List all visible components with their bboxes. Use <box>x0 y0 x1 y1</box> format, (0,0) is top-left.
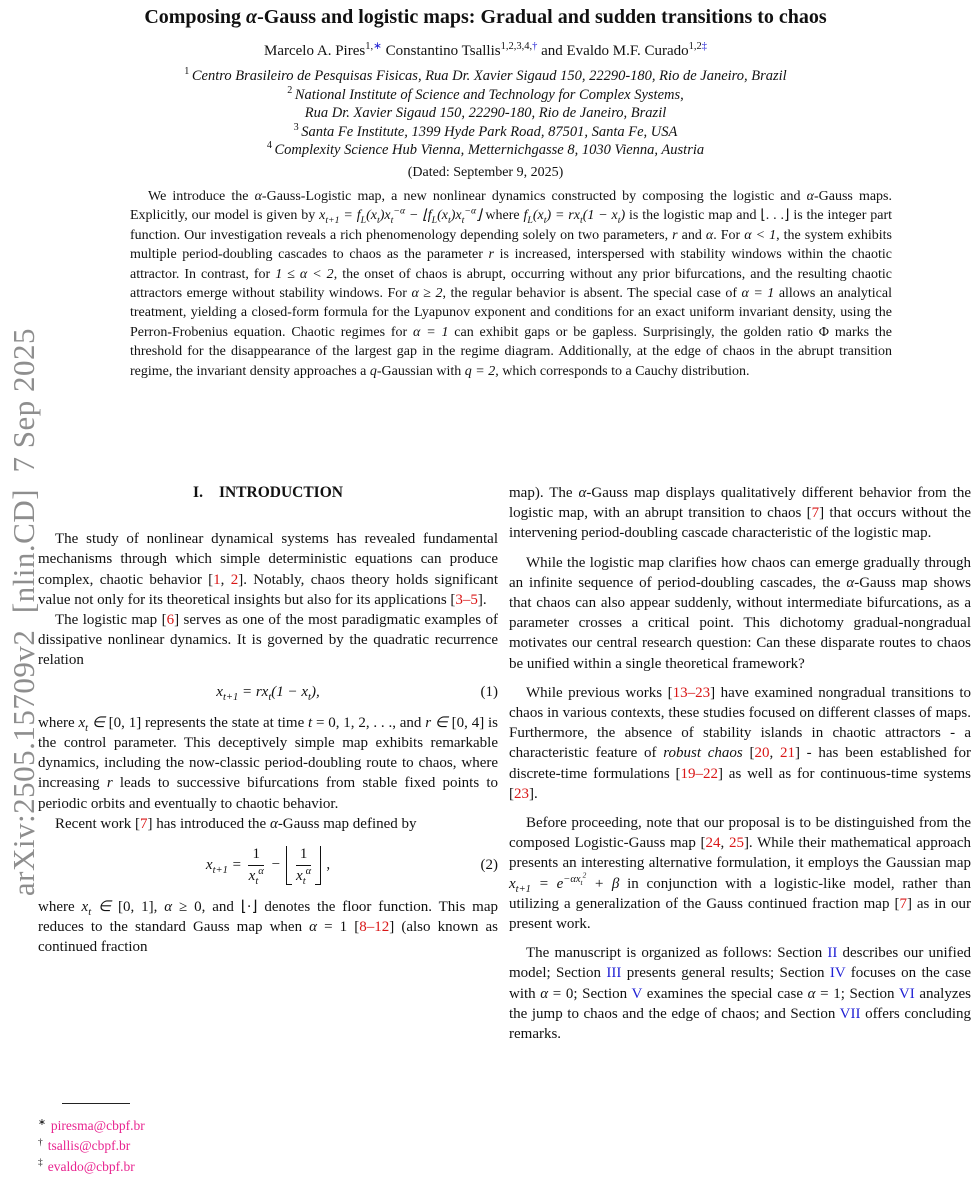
math-script: t <box>85 722 89 734</box>
citation-link[interactable]: 25 <box>728 835 744 852</box>
text-run: -Gauss map shows that chaos can also appear suddenly, without intermediate bifurcations, as a parameter crosses a critical point. This dichotomy gradual-nongradual motivates our central research question: Can these disparate routes to chaos be unified within a single theoretical framework? <box>509 574 971 672</box>
text-run: α <box>254 189 262 204</box>
footnote-mark-link[interactable]: ‡ <box>701 41 708 52</box>
text-run: Recent work [ <box>55 815 140 832</box>
text-run: $x_t^\alpha$ <box>296 865 312 887</box>
math-script: t <box>88 906 92 918</box>
citation-link[interactable]: 7 <box>139 815 148 832</box>
text-run: We introduce the <box>148 189 255 204</box>
text-run: -Gauss maps. Explicitly, our model is given by <box>130 189 893 224</box>
paragraph-right-1 <box>509 483 971 544</box>
math-script: L <box>431 215 438 227</box>
floor-bracket-right <box>315 846 321 885</box>
paragraph-right-3 <box>509 683 971 804</box>
citation-link[interactable]: 21 <box>779 745 795 762</box>
text-run: 1,2 <box>688 41 702 52</box>
paragraph-right-4 <box>509 813 971 934</box>
text-run: -Gauss map displays qualitatively different behavior from the logistic map, with an abrupt transition to chaos [ <box>509 485 971 522</box>
text-run: ]. <box>529 785 538 802</box>
citation-link[interactable]: 7 <box>811 505 820 522</box>
paper-title <box>0 6 971 29</box>
text-run: α < 1 <box>744 227 777 243</box>
text-run: focuses on the case with <box>509 965 971 1002</box>
fraction-1-denominator <box>248 866 264 886</box>
text-run: $x_{t+1} = rx_t(1 - x_t)$, <box>216 683 320 703</box>
text-run: can exhibit gaps or be gapless. Surprisingly, the golden ratio Φ marks the threshold for the disappearance of the largest gap in the regime diagram. Additionally, at the edge of chaos in the abrupt transition regime, the invariant density approaches a <box>130 324 892 379</box>
text-run: Before proceeding, note that our proposal is to be distinguished from the composed Logistic-Gauss map [ <box>509 815 971 852</box>
paragraph-intro-3b <box>38 897 498 958</box>
text-run: While the logistic map clarifies how chaos can emerge gradually through an infinite sequence of period-doubling cascades, the <box>509 554 971 591</box>
text-run: ] serves as one of the most paradigmatic examples of dissipative nonlinear dynamics. It is governed by the quadratic recurrence relation <box>38 612 498 669</box>
citation-link[interactable]: 24 <box>705 835 721 852</box>
text-run: The logistic map [ <box>55 612 167 629</box>
text-run: $x_t^\alpha$ <box>248 865 264 887</box>
citation-link[interactable]: 19–22 <box>680 765 719 782</box>
section-number: I. <box>193 484 203 501</box>
text-run: allows an analytical treatment, yielding a closed-form formula for the Lyapunov exponent and conditions for an exact uniform invariant density, using the Perron-Frobenius equation. Chaotic regimes for <box>130 286 893 340</box>
text-run: r <box>672 227 678 243</box>
text-run: ] as well as for continuous-time systems [ <box>509 765 971 802</box>
text-run: ] has introduced the <box>147 815 270 832</box>
footnote-rule <box>62 1103 130 1104</box>
text-run: [0, 1], <box>111 898 165 915</box>
math-script: t <box>268 691 272 703</box>
citation-link[interactable]: 1 <box>213 571 221 588</box>
text-run: , which corresponds to a Cauchy distribution. <box>495 363 750 379</box>
footnote-marker: † <box>38 1137 43 1148</box>
text-run: -Gaussian with <box>376 363 465 379</box>
text-run: 2 <box>287 84 295 96</box>
minus-sign: − <box>270 856 281 873</box>
fraction-2 <box>296 845 312 886</box>
footnotes <box>38 1103 498 1177</box>
math-script: t <box>390 215 394 227</box>
text-run: , <box>220 571 231 588</box>
text-run: is increased, interspersed with stability windows within the chaotic attractor. In contrast, for <box>130 247 892 282</box>
section-link[interactable]: VII <box>839 1005 861 1022</box>
section-link[interactable]: IV <box>829 965 846 982</box>
fraction-2-numerator: 1 <box>296 845 312 866</box>
text-run: ]. While their mathematical approach presents an interesting alternative formulation, it employs the Gaussian map <box>509 835 971 872</box>
text-run: , the regular behavior is absent. The special case of <box>442 286 742 302</box>
equation-1 <box>38 682 498 702</box>
equation-1-number: (1) <box>480 683 498 700</box>
text-run: + β <box>586 875 620 892</box>
text-run: and Evaldo M.F. Curado <box>537 43 689 59</box>
affiliation-line-4 <box>0 123 971 142</box>
text-run: α <box>705 227 714 243</box>
math-script: t <box>255 875 259 887</box>
citation-link[interactable]: 3–5 <box>455 591 478 608</box>
text-run: α <box>807 985 816 1002</box>
date-line: (Dated: September 9, 2025) <box>407 164 564 180</box>
equation-2-comma: , <box>326 856 331 873</box>
text-run: 1, <box>365 41 374 52</box>
text-run: and <box>677 227 706 243</box>
text-run: 1 <box>184 66 192 78</box>
math-script: t+1 <box>222 691 239 703</box>
text-run: -Gauss and logistic maps: Gradual and sudden transitions to chaos <box>257 6 827 28</box>
math-script: t <box>580 877 583 887</box>
text-run: examines the special case <box>642 985 808 1002</box>
paragraph-right-5 <box>509 943 971 1044</box>
text-run: describes our unified model; Section <box>509 945 971 982</box>
math-script: t <box>308 691 311 703</box>
abstract <box>130 187 892 381</box>
text-run: offers concluding remarks. <box>509 1005 971 1043</box>
fraction-1 <box>248 845 264 886</box>
right-column <box>509 483 971 1053</box>
author-line <box>0 43 971 60</box>
section-heading-introduction <box>38 483 498 503</box>
text-run: Composing <box>144 6 247 28</box>
text-run: α <box>846 574 855 591</box>
paragraph-intro-2a <box>38 610 498 671</box>
text-run: q <box>369 363 377 379</box>
text-run: Marcelo A. Pires <box>263 43 366 59</box>
text-run: $x_{t+1} = f_L(x_t)x_t^{-\alpha}$ − $⌊f_L(x_t)x_t^{-\alpha}⌋$ <box>319 205 482 227</box>
equation-1-body <box>216 683 320 703</box>
text-run: $x_{t+1}$ = <box>205 856 246 876</box>
fraction-2-denominator <box>296 866 312 886</box>
math-script: −α <box>393 205 406 217</box>
affiliation-line-5 <box>0 141 971 160</box>
text-run: r <box>106 775 113 792</box>
text-run: analyzes the jump to chaos and the edge of chaos; and Section <box>509 985 971 1022</box>
text-run: ] have examined nongradual transitions to chaos in various contexts, these studies focused on different classes of maps. Furthermore, the absence of stability islands in chaotic attractors - a characteristic feature of <box>509 684 971 762</box>
paragraph-right-2 <box>509 553 971 674</box>
text-run: in conjunction with a logistic-like model, rather than utilizing a generalization of the Gauss continued fraction map [ <box>509 875 971 912</box>
text-run: α = 1 <box>413 324 449 340</box>
section-link[interactable]: III <box>606 965 622 982</box>
equation-2-number: (2) <box>480 857 498 874</box>
citation-link[interactable]: 8–12 <box>359 918 390 935</box>
text-run: q = 2 <box>464 363 496 379</box>
text-run: $x_t$ ∈ <box>78 714 105 734</box>
text-run: [ <box>742 745 755 762</box>
email-link[interactable]: tsallis@cbpf.br <box>47 1138 131 1154</box>
section-link[interactable]: VI <box>898 985 915 1002</box>
text-run: α <box>269 815 278 832</box>
text-run: National Institute of Science and Technology for Complex Systems, <box>294 86 684 103</box>
left-column <box>38 483 498 957</box>
text-run: 1 ≤ α < 2 <box>275 266 334 282</box>
math-script: t+1 <box>212 864 228 876</box>
citation-link[interactable]: 23 <box>514 785 529 802</box>
text-run: ] as in our present work. <box>509 895 971 933</box>
text-run: 0, and ⌊·⌋ denotes the floor function. This map reduces to the standard Gauss map when <box>38 898 499 935</box>
text-run: map). The <box>509 485 579 501</box>
text-run: ] - has been established for discrete-time formulations [ <box>509 745 971 782</box>
text-run: The study of nonlinear dynamical systems has revealed fundamental mechanisms through which simple deterministic equations can produce complex, chaotic behavior [ <box>38 531 498 588</box>
text-run: where <box>38 898 82 915</box>
text-run: [0, 4] is the control parameter. This deceptively simple map exhibits remarkable dynamics, including the now-classic period-doubling route to chaos, where increasing <box>38 714 498 792</box>
text-run: Complexity Science Hub Vienna, Metternichgasse 8, 1030 Vienna, Austria <box>274 142 705 159</box>
text-run: $f_L(x_t) = rx_t(1 - x_t)$ <box>523 208 626 227</box>
fraction-1-numerator: 1 <box>248 845 264 866</box>
paragraph-intro-2b <box>38 713 498 814</box>
text-run: , the system exhibits multiple period-doubling cascades to chaos as the parameter <box>130 227 893 263</box>
text-run: r ∈ <box>425 714 448 731</box>
text-run: Rua Dr. Xavier Sigaud 150, 22290-180, Rio de Janeiro, Brazil <box>304 105 667 122</box>
footnote-author-1 <box>38 1116 498 1136</box>
equation-2 <box>38 845 498 886</box>
floor-bracket-left <box>286 846 292 885</box>
arxiv-watermark: arXiv:2505.15709v2 [nlin.CD] 7 Sep 2025 <box>6 327 41 897</box>
text-run: where <box>38 714 79 731</box>
citation-link[interactable]: 6 <box>166 612 175 629</box>
math-script: t <box>579 215 583 227</box>
affiliation-line-3 <box>0 104 971 123</box>
paragraph-intro-3a <box>38 814 498 834</box>
math-script: t <box>302 875 306 887</box>
footnote-mark-link[interactable]: † <box>532 41 538 52</box>
text-run: . For <box>713 227 745 243</box>
text-run: ]. <box>477 591 487 608</box>
math-script: −α <box>464 205 477 217</box>
math-script: α <box>305 865 312 877</box>
text-run: -Gauss-Logistic map, a new nonlinear dynamics constructed by composing the logistic and <box>261 189 807 204</box>
text-run: Santa Fe Institute, 1399 Hyde Park Road, 87501, Santa Fe, USA <box>301 123 678 140</box>
email-link[interactable]: piresma@cbpf.br <box>50 1118 145 1133</box>
text-run: The manuscript is organized as follows: Section <box>526 945 828 962</box>
citation-link[interactable]: 20 <box>754 745 770 762</box>
paragraph-intro-1 <box>38 529 498 610</box>
text-run: = 1 [ <box>317 918 360 935</box>
citation-link[interactable]: 13–23 <box>672 684 711 701</box>
math-script: 2 <box>582 870 587 880</box>
math-script: t <box>461 215 465 227</box>
text-run: t <box>308 714 313 731</box>
text-run: $x_t$ ∈ <box>81 898 112 918</box>
footnote-marker: ∗ <box>38 1117 46 1128</box>
text-run: robust chaos <box>663 745 743 762</box>
affiliation-line-2 <box>0 86 971 105</box>
math-script: α <box>258 865 264 877</box>
text-run: , <box>720 835 729 852</box>
citation-link[interactable]: 7 <box>899 895 907 912</box>
affiliation-line-1 <box>0 67 971 86</box>
text-run: = 1; Section <box>815 985 899 1002</box>
footnote-author-3 <box>38 1157 498 1177</box>
math-script: t <box>543 215 547 227</box>
text-run: −αxt2 <box>563 870 587 887</box>
text-run: α <box>246 6 258 28</box>
text-run: 4 <box>266 140 275 152</box>
text-run: , the onset of chaos is abrupt, occurring without any prior bifurcations, and the resulting chaotic attractors emerge without stability windows. For <box>130 266 892 302</box>
text-run: presents general results; Section <box>621 965 830 982</box>
text-run: -Gauss map defined by <box>277 815 417 832</box>
text-run: 3 <box>293 121 302 133</box>
math-script: t <box>447 215 451 227</box>
text-run: α = 1 <box>741 286 775 302</box>
text-run: While previous works [ <box>526 684 673 701</box>
text-run: α <box>806 189 814 204</box>
text-run: is the logistic map and ⌊. . .⌋ is the integer part function. Our investigation reveals a rich phenomenology depending solely on two parameters, <box>130 208 893 243</box>
math-script: L <box>360 215 367 227</box>
text-run: = 0; Section <box>548 985 632 1002</box>
citation-link[interactable]: 2 <box>230 571 239 588</box>
text-run: ] (also known as continued fraction <box>38 918 498 955</box>
section-title: INTRODUCTION <box>218 484 343 501</box>
footnote-marker: ‡ <box>38 1158 43 1169</box>
equation-2-lhs <box>205 856 246 876</box>
math-script: t+1 <box>325 215 340 227</box>
email-link[interactable]: evaldo@cbpf.br <box>47 1158 135 1174</box>
math-script: t+1 <box>515 883 531 895</box>
text-run: α <box>578 485 587 501</box>
text-run: ]. Notably, chaos theory holds significant value not only for its theoretical insights but also for its applications [ <box>38 571 498 608</box>
paper-header <box>0 6 971 181</box>
section-link[interactable]: II <box>827 945 838 962</box>
text-run: leads to successive bifurcations from stable fixed points to periodic orbits and eventually to chaotic behavior. <box>38 775 499 812</box>
text-run: r <box>488 247 494 263</box>
text-run: α <box>540 985 549 1002</box>
text-run: α ≥ 2 <box>411 286 443 302</box>
text-run: ] that occurs without the intervening period-doubling cascade characteristic of the logistic map. <box>509 505 971 542</box>
section-link[interactable]: V <box>631 985 643 1002</box>
text-run: where <box>481 208 524 224</box>
text-run: $x_{t+1} = e$ <box>509 875 564 895</box>
math-script: t <box>376 215 380 227</box>
text-run: α <box>309 918 318 935</box>
math-script: t <box>617 215 621 227</box>
text-run: , <box>769 745 780 762</box>
text-run: 1,2,3,4, <box>500 41 533 52</box>
text-run: Constantino Tsallis <box>381 43 501 59</box>
footnote-mark-link[interactable]: ∗ <box>373 41 382 52</box>
text-run: Centro Brasileiro de Pesquisas Fisicas, Rua Dr. Xavier Sigaud 150, 22290-180, Rio de Janeiro, Brazil <box>191 68 787 84</box>
text-run: α ≥ <box>164 898 188 915</box>
text-run: = 0, 1, 2, . . ., and <box>312 714 426 731</box>
text-run: [0, 1] represents the state at time <box>104 714 309 731</box>
footnote-author-2 <box>38 1136 498 1156</box>
math-script: L <box>527 215 533 227</box>
